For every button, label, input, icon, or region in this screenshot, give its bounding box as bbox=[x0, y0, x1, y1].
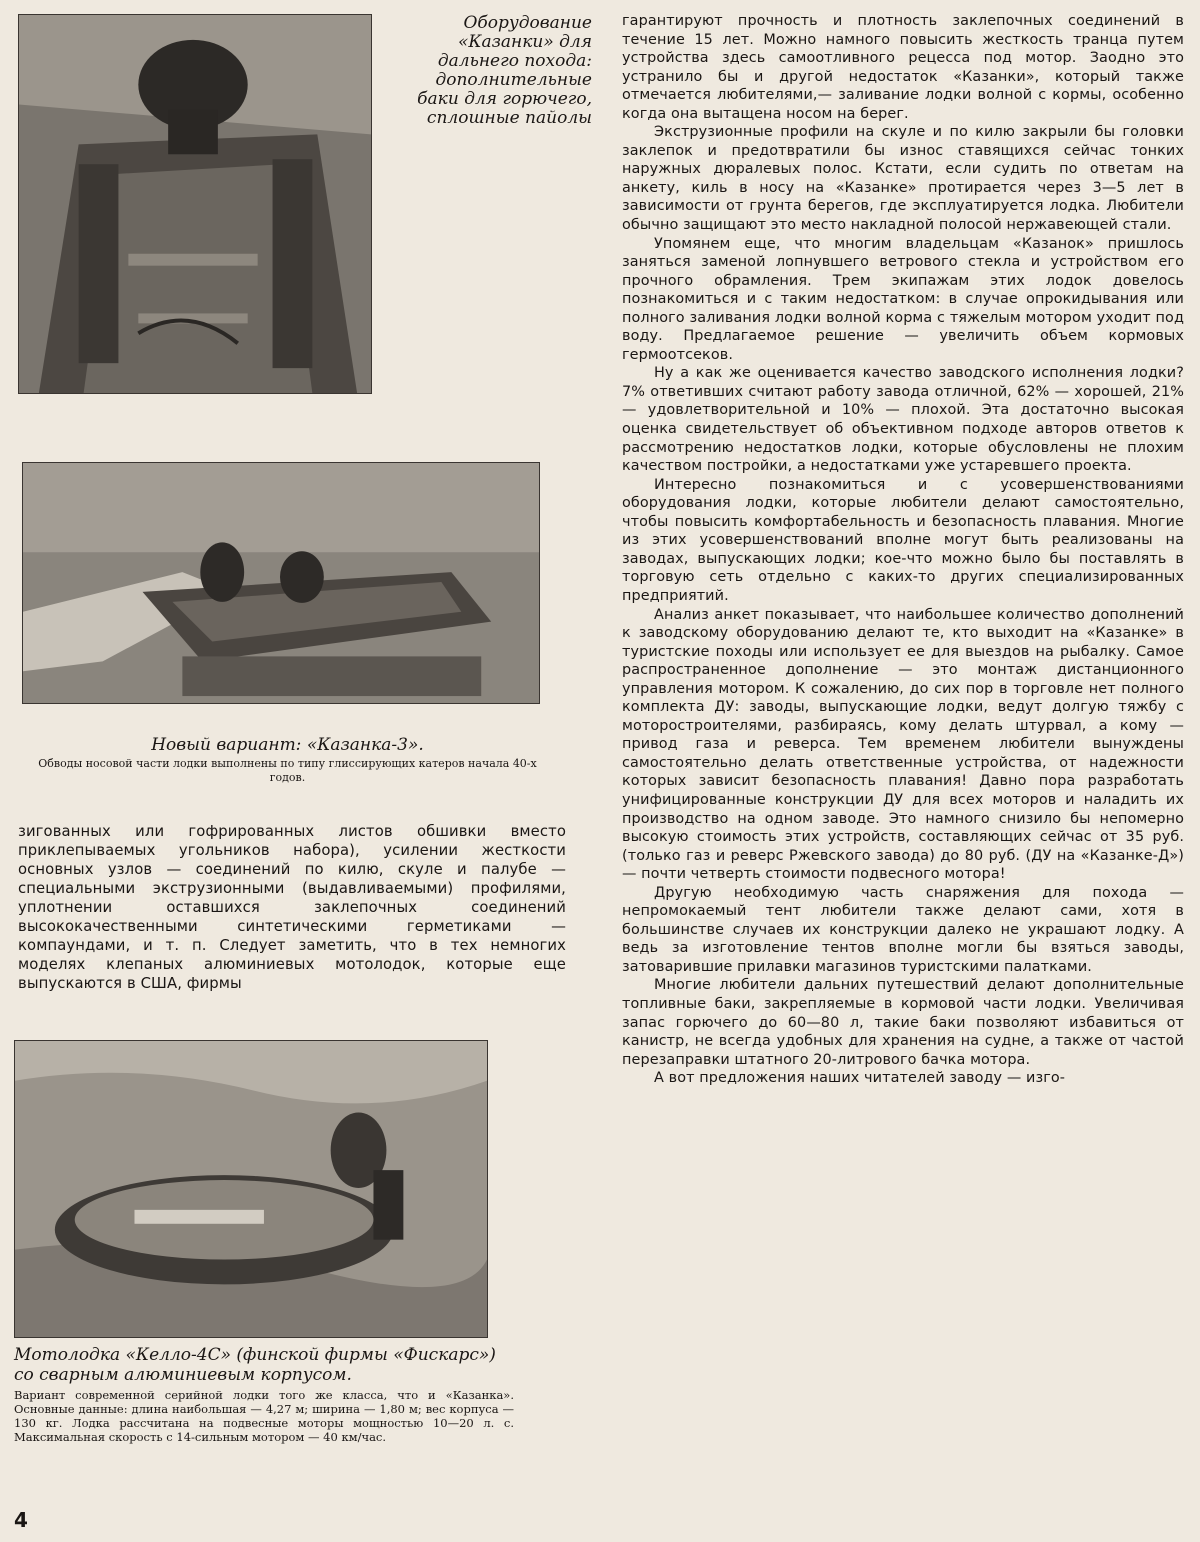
photo3-caption bbox=[14, 1345, 514, 1444]
photo3-caption-title: Мотолодка «Келло-4С» (финской фирмы «Фискарс») со сварным алюминиевым корпусом. bbox=[14, 1345, 496, 1385]
photo-boat-equipment bbox=[18, 14, 372, 394]
photo-kazanka-3 bbox=[22, 462, 540, 704]
right-column-text bbox=[622, 12, 1184, 1088]
left-paragraph: зигованных или гофрированных листов обшивки вместо приклепываемых угольников набора), усилении жесткости основных узлов — соединений по килю, скуле и палубе — специальными экструзионными (выдавливаемыми) профилями, уплотнении оставшихся заклепочных соединений высококачественными синтетическими герметиками — компаундами, и т. п. Следует заметить, что в тех немногих моделях клепаных алюминиевых мотолодок, которые еще выпускаются в США, фирмы bbox=[18, 823, 566, 992]
right-paragraph-3: Упомянем еще, что многим владельцам «Казанок» пришлось заняться заменой лопнувшего ветрового стекла и устройством его прочного обрамления. Трем экипажам этих лодок довелось познакомиться и с таким недостатком: в случае опрокидывания или полного заливания лодки волной корма с тяжелым мотором уходит под воду. Предлагаемое решение — увеличить объем кормовых гермоотсеков. bbox=[622, 235, 1184, 363]
right-paragraph-1: гарантируют прочность и плотность заклепочных соединений в течение 15 лет. Можно намного повысить жесткость транца путем устройства здесь самоотливного рецесса под мотор. Заодно это устранило бы и другой недостаток «Казанки», который также отмечается любителями,— заливание лодки волной с кормы, особенно когда она вытащена носом на берег. bbox=[622, 13, 1184, 122]
photo1-caption: Оборудование «Казанки» для дальнего похода: дополнительные баки для горючего, сплошные пайолы bbox=[417, 13, 592, 128]
photo3-caption-text: Вариант современной серийной лодки того же класса, что и «Казанка». Основные данные: длина наибольшая — 4,27 м; ширина — 1,80 м; вес корпуса — 130 кг. Лодка рассчитана на подвесные моторы мощностью 10—20 л. с. Максимальная скорость с 14-сильным мотором — 40 км/час. bbox=[14, 1388, 514, 1444]
right-paragraph-7: Другую необходимую часть снаряжения для похода — непромокаемый тент любители также делают сами, хотя в большинстве случаев их конструкции далеко не украшают лодку. А ведь за изготовление тентов вполне могли бы взяться заводы, затоварившие прилавки магазинов туристскими палатками. bbox=[622, 884, 1184, 975]
page-number: 4 bbox=[14, 1508, 28, 1532]
photo-kello-4c bbox=[14, 1040, 488, 1338]
right-paragraph-6: Анализ анкет показывает, что наибольшее количество дополнений к заводскому оборудованию делают те, кто выходит на «Казанке» в туристские походы или использует ее для выездов на рыбалку. Самое распространенное дополнение — это монтаж дистанционного управления мотором. К сожалению, до сих пор в торговле нет полного комплекта ДУ: заводы, выпускающие лодки, ведут долгую тяжбу с моторостроителями, разбираясь, кому делать штурвал, а кому — привод газа и реверса. Тем временем любители вынуждены самостоятельно делать ответственные устройства, от надежности которых зависит безопасность плавания! Давно пора разработать унифицированные конструкции ДУ для всех моторов и наладить их производство на одном заводе. Это намного снизило бы непомерно высокую стоимость этих устройств, составляющих сейчас от 35 руб. (только газ и реверс Ржевского завода) до 80 руб. (ДУ на «Казанке-Д») — почти четверть стоимости подвесного мотора! bbox=[622, 606, 1184, 883]
right-paragraph-5: Интересно познакомиться и с усовершенствованиями оборудования лодки, которые любители делают самостоятельно, чтобы повысить комфортабельность и безопасность плавания. Многие из этих усовершенствований вполне могут быть реализованы на заводах, выпускающих лодки; кое-что можно было бы поставлять в торговую сеть отдельно с каких-то других специализированных предприятий. bbox=[622, 476, 1184, 604]
right-paragraph-4: Ну а как же оценивается качество заводского исполнения лодки? 7% ответивших считают работу завода отличной, 62% — хорошей, 21% — удовлетворительной и 10% — плохой. Эта достаточно высокая оценка свидетельствует об объективном подходе авторов ответов к рассмотрению недостатков лодки, которые обусловлены не плохим качеством постройки, а недостатками уже устаревшего проекта. bbox=[622, 365, 1184, 475]
right-paragraph-8: Многие любители дальних путешествий делают дополнительные топливные баки, закрепляемые в кормовой части лодки. Увеличивая запас горючего до 60—80 л, такие баки позволяют избавиться от канистр, не всегда удобных для хранения на судне, а также от частой перезаправки штатного 20-литрового бачка мотора. bbox=[622, 977, 1184, 1068]
right-paragraph-9: А вот предложения наших читателей заводу — изго- bbox=[654, 1070, 1066, 1087]
photo2-caption-text: Обводы носовой части лодки выполнены по типу глиссирующих катеров начала 40-х годов. bbox=[38, 757, 537, 784]
left-column-text bbox=[18, 822, 566, 993]
right-paragraph-2: Экструзионные профили на скуле и по килю закрыли бы головки заклепок и предотвратили бы износ ставящихся сейчас тонких наружных дюралевых полос. Кстати, если судить по ответам на анкету, киль в носу на «Казанке» протирается через 3—5 лет в зависимости от грунта берегов, где эксплуатируется лодка. Любители обычно защищают это место накладной полосой нержавеющей стали. bbox=[622, 124, 1184, 234]
photo2-caption-title: Новый вариант: «Казанка-3». bbox=[151, 735, 424, 755]
photo2-caption bbox=[20, 735, 555, 785]
